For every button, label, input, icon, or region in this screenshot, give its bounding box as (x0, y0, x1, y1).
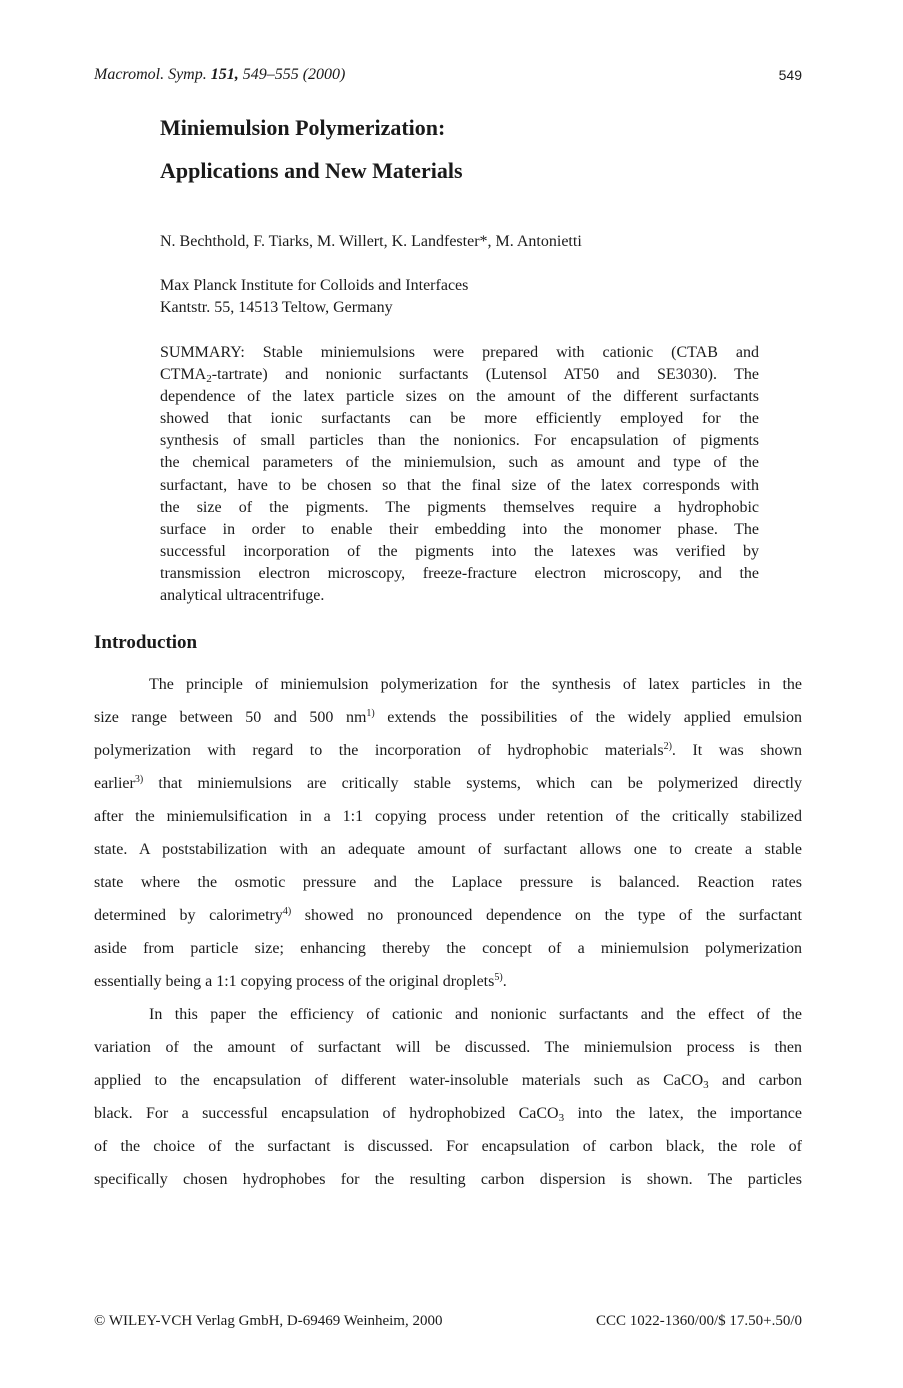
body-line: state. A poststabilization with an adequate amount of surfactant allows one to create a stable (94, 841, 802, 858)
section-heading-introduction: Introduction (94, 632, 198, 653)
body-line: determined by calorimetry$^{4)}$ showed no pronounced dependence on the type of the surfactant (94, 906, 802, 924)
body-line: size range between 50 and 500 $nm^{1)}$ extends the possibilities of the widely applied emulsion (94, 708, 802, 726)
body-line: after the miniemulsification in a 1:1 copying process under retention of the critically stabilized (94, 808, 802, 825)
summary-line: $CTMA_2-tartrate$) and nonionic surfactants (Lutensol AT50 and SE3030). The (160, 366, 759, 386)
citation-ref: 1) (366, 708, 375, 719)
body-line: state where the osmotic pressure and the Laplace pressure is balanced. Reaction rates (94, 874, 802, 891)
summary-abstract (160, 342, 759, 607)
footer-copyright: © WILEY-VCH Verlag GmbH, D-69469 Weinheim, 2000 (94, 1313, 443, 1329)
body-line: In this paper the efficiency of cationic and nonionic surfactants and the effect of the (149, 1006, 802, 1023)
journal-volume: 151, (210, 66, 239, 83)
summary-line: surface in order to enable their embedding into the monomer phase. The (160, 520, 759, 538)
summary-line: dependence of the latex particle sizes on the amount of the different surfactants (160, 388, 759, 406)
affiliation-line-1: Max Planck Institute for Colloids and Interfaces (160, 277, 469, 294)
citation-ref: 2) (663, 741, 672, 752)
summary-line: SUMMARY: Stable miniemulsions were prepared with cationic (CTAB and (160, 344, 759, 361)
introduction-body (94, 668, 802, 1196)
body-line: polymerization with regard to the incorporation of hydrophobic materials$^{2)}$. It was shown (94, 741, 802, 759)
body-line: variation of the amount of surfactant will be discussed. The miniemulsion process is then (94, 1039, 802, 1056)
body-line: applied to the encapsulation of different water-insoluble materials such as CaCO$_3$ and carbon (94, 1072, 803, 1091)
footer-ccc-code: CCC 1022-1360/00/$ 17.50+.50/0 (596, 1313, 802, 1329)
citation-ref: 5) (494, 972, 503, 983)
body-line: earlier$^{3)}$ that miniemulsions are critically stable systems, which can be polymerized directly (94, 774, 802, 792)
summary-line: the chemical parameters of the miniemulsion, such as amount and type of the (160, 454, 759, 472)
summary-line: analytical ultracentrifuge. (160, 587, 325, 605)
journal-citation (94, 66, 345, 84)
citation-ref: 3) (134, 774, 144, 785)
body-line: essentially being a 1:1 copying process of the original droplets$^{5)}$. (94, 972, 507, 990)
body-line: black. For a successful encapsulation of hydrophobized CaCO$_3$ into the latex, the importance (94, 1105, 803, 1124)
summary-line: showed that ionic surfactants can be more efficiently employed for the (160, 410, 759, 428)
page-number: 549 (778, 67, 802, 83)
summary-line: the size of the pigments. The pigments themselves require a hydrophobic (160, 498, 759, 516)
citation-ref: 4) (282, 906, 292, 917)
summary-line: transmission electron microscopy, freeze-fracture electron microscopy, and the (160, 564, 759, 582)
summary-line: synthesis of small particles than the nonionics. For encapsulation of pigments (160, 432, 759, 450)
author-list: N. Bechthold, F. Tiarks, M. Willert, K. Landfester*, M. Antonietti (160, 233, 582, 250)
title-line-1: Miniemulsion Polymerization: (160, 115, 446, 140)
affiliation-line-2: Kantstr. 55, 14513 Teltow, Germany (160, 299, 393, 316)
body-line: specifically chosen hydrophobes for the resulting carbon dispersion is shown. The particles (94, 1171, 802, 1188)
summary-line: successful incorporation of the pigments into the latexes was verified by (160, 542, 759, 560)
title-line-2: Applications and New Materials (160, 158, 463, 183)
summary-line: surfactant, have to be chosen so that the final size of the latex corresponds with (160, 476, 759, 494)
body-line: aside from particle size; enhancing thereby the concept of a miniemulsion polymerization (94, 940, 802, 957)
body-line: The principle of miniemulsion polymerization for the synthesis of latex particles in the (149, 676, 802, 693)
body-line: of the choice of the surfactant is discussed. For encapsulation of carbon black, the role of (94, 1138, 802, 1155)
journal-name: Macromol. Symp. (94, 66, 207, 83)
journal-pages-year: 549–555 (2000) (242, 66, 346, 83)
